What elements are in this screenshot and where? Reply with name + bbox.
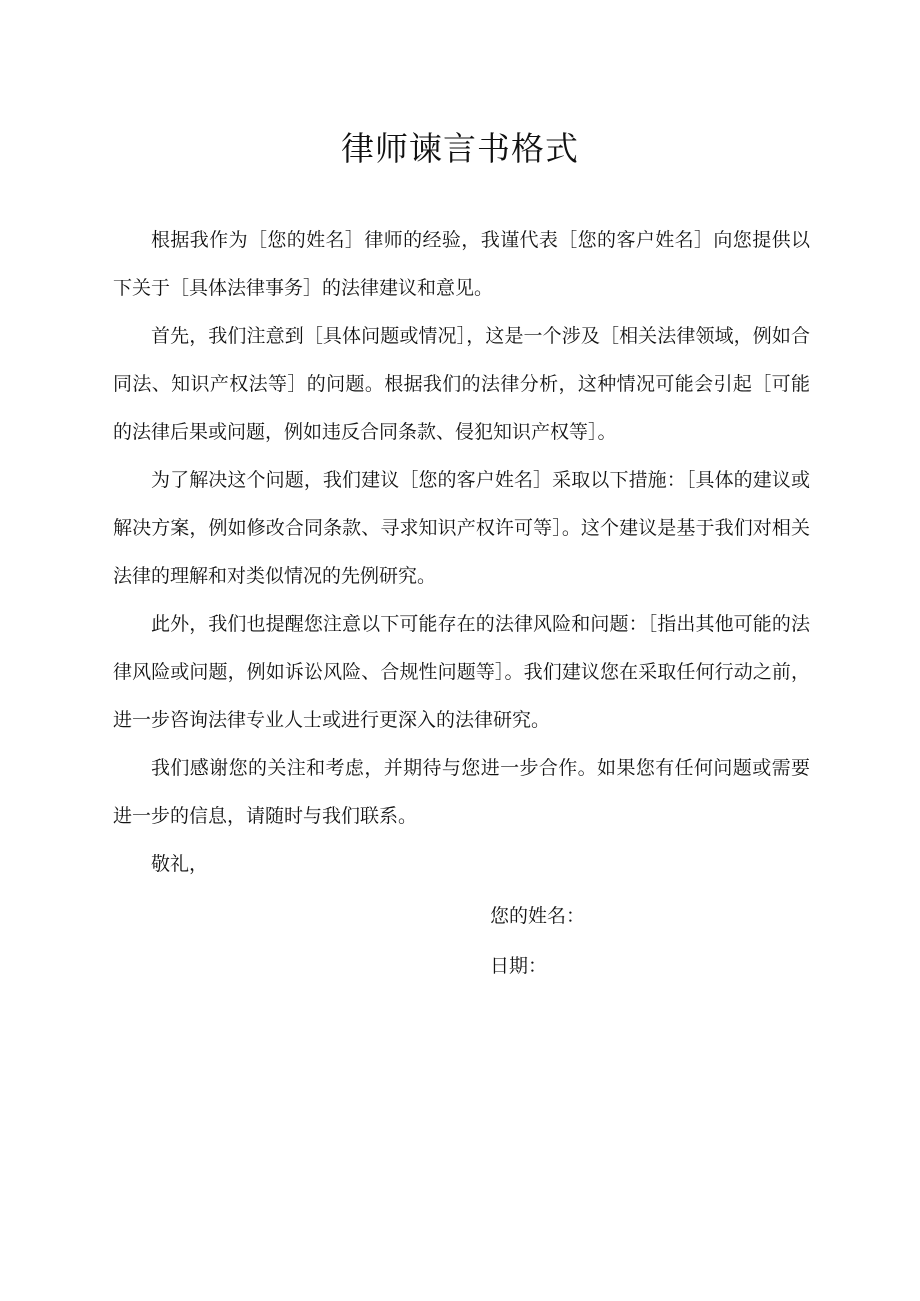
closing-salutation: 敬礼， [151,853,209,875]
document-title: 律师谏言书格式 [341,129,579,168]
paragraph-risks: 此外，我们也提醒您注意以下可能存在的法律风险和问题：［指出其他可能的法律风险或问题，例如诉讼风险、合规性问题等］。我们建议您在采取任何行动之前，进一步咨询法律专业人士或进行更深入的法律研究。 [113,613,810,731]
paragraph-intro: 根据我作为［您的姓名］律师的经验，我谨代表［您的客户姓名］向您提供以下关于［具体法律事务］的法律建议和意见。 [113,229,810,299]
paragraph-thanks: 我们感谢您的关注和考虑，并期待与您进一步合作。如果您有任何问题或需要进一步的信息，请随时与我们联系。 [113,757,810,827]
signature-name-label: 您的姓名： [490,905,586,927]
document-body [113,216,810,888]
paragraph-issue: 首先，我们注意到［具体问题或情况］，这是一个涉及［相关法律领域，例如合同法、知识产权法等］的问题。根据我们的法律分析，这种情况可能会引起［可能的法律后果或问题，例如违反合同条款、侵犯知识产权等］。 [113,325,810,443]
paragraph-recommendation: 为了解决这个问题，我们建议［您的客户姓名］采取以下措施：［具体的建议或解决方案，例如修改合同条款、寻求知识产权许可等］。这个建议是基于我们对相关法律的理解和对类似情况的先例研究。 [113,469,810,587]
signature-date-label: 日期： [490,955,548,977]
